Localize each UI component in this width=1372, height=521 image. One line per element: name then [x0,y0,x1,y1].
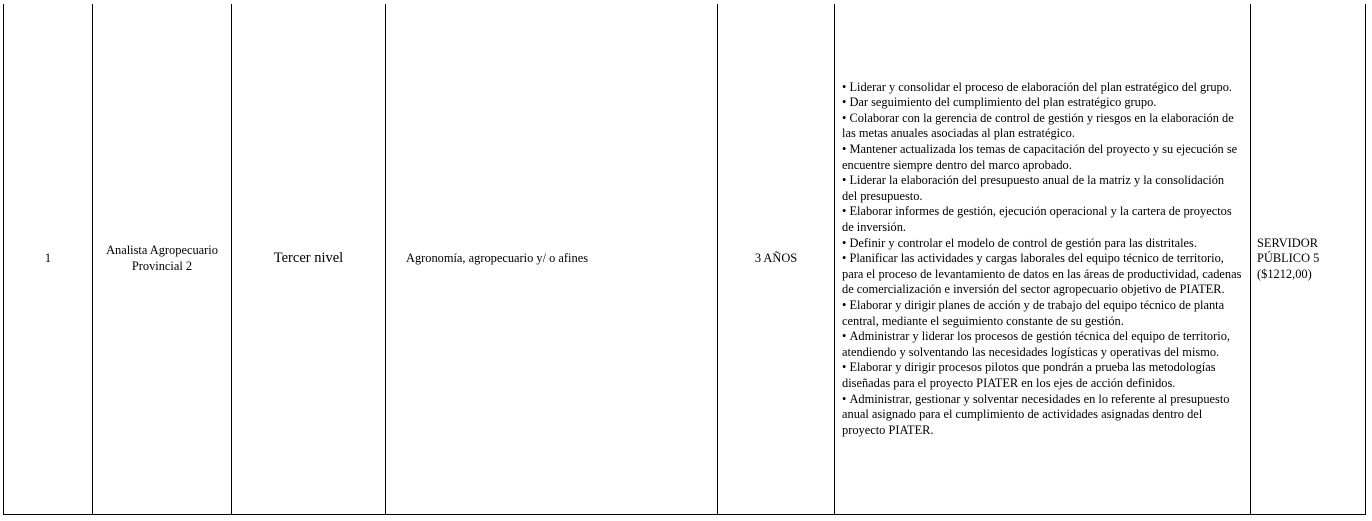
duty-item: • Administrar, gestionar y solventar necesidades en lo referente al presupuesto anual asignado para el cumplimiento de actividades asignadas dentro del proyecto PIATER. [842,392,1242,439]
job-table [3,4,1366,515]
salary-grade-line2: PÚBLICO 5 [1257,251,1320,266]
salary-grade-line1: SERVIDOR [1257,235,1318,250]
duty-item: • Elaborar y dirigir procesos pilotos que pondrán a prueba las metodologías diseñadas para el proyecto PIATER en los ejes de acción definidos. [842,360,1242,391]
duty-item: • Planificar las actividades y cargas laborales del equipo técnico de territorio, para el proceso de levantamiento de datos en las áreas de productividad, cadenas de comercialización e inversión del sector agropecuario objetivo de PIATER. [842,251,1242,298]
duty-item: • Elaborar y dirigir planes de acción y de trabajo del equipo técnico de planta central, mediante el seguimiento constante de su gestión. [842,298,1242,329]
salary-amount: ($1212,00) [1257,266,1312,281]
education-level: Tercer nivel [273,250,344,267]
job-table-wrapper [3,4,1365,515]
position-title: Analista Agropecuario Provincial 2 [106,243,218,273]
duty-item: • Dar seguimiento del cumplimiento del plan estratégico grupo. [842,95,1242,111]
table-row [4,4,1366,515]
salary-cell [1251,4,1366,515]
duty-item: • Liderar la elaboración del presupuesto anual de la matriz y la consolidación del presupuesto. [842,173,1242,204]
duty-item: • Mantener actualizada los temas de capacitación del proyecto y su ejecución se encuentre siempre dentro del marco aprobado. [842,142,1242,173]
field-cell [386,4,718,515]
experience: 3 AÑOS [754,251,798,266]
duty-item: • Colaborar con la gerencia de control de gestión y riesgos en la elaboración de las metas anuales asociadas al plan estratégico. [842,111,1242,142]
row-number-cell [4,4,93,515]
field-of-study: Agronomía, agropecuario y/ o afines [406,251,589,266]
experience-cell [718,4,835,515]
duty-item: • Administrar y liderar los procesos de gestión técnica del equipo de territorio, atendiendo y solventando las necesidades logísticas y operativas del mismo. [842,329,1242,360]
duty-item: • Elaborar informes de gestión, ejecución operacional y la cartera de proyectos de inversión. [842,204,1242,235]
duty-item: • Definir y controlar el modelo de control de gestión para las distritales. [842,236,1242,252]
education-level-cell [232,4,386,515]
position-cell [93,4,232,515]
row-number: 1 [44,251,52,266]
duties-cell [835,4,1251,515]
duty-item: • Liderar y consolidar el proceso de elaboración del plan estratégico del grupo. [842,80,1242,96]
